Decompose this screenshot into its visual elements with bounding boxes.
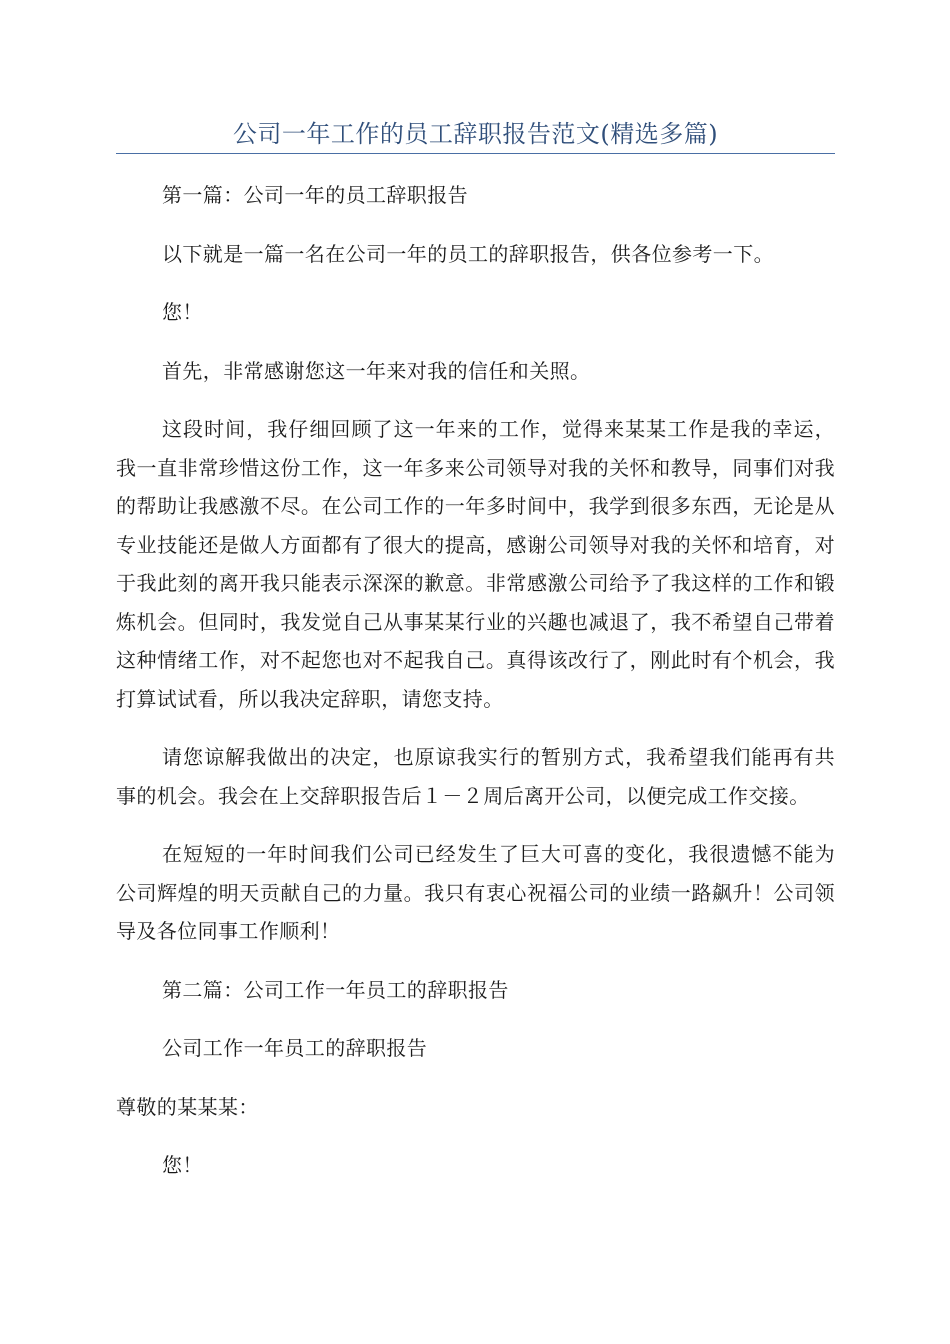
document-title: 公司一年工作的员工辞职报告范文(精选多篇) xyxy=(232,120,719,148)
addressee: 尊敬的某某某： xyxy=(116,1094,259,1119)
thanks-paragraph: 首先，非常感谢您这一年来对我的信任和关照。 xyxy=(162,358,591,383)
section-heading-1: 第一篇：公司一年的员工辞职报告 xyxy=(162,183,468,207)
salutation: 您！ xyxy=(162,300,203,324)
body-paragraph: 这段时间，我仔细回顾了这一年来的工作，觉得来某某工作是我的幸运，我一直非常珍惜这份工作，这一年多来公司领导对我的关怀和教导，同事们对我的帮助让我感激不尽。在公司工作的一年多时间中，我学到很多东西，无论是从专业技能还是做人方面都有了很大的提高，感谢公司领导对我的关怀和培育，对于我此刻的离开我只能表示深深的歉意。非常感激公司给予了我这样的工作和锻炼机会。但同时，我发觉自己从事某某行业的兴趣也减退了，我不希望自己带着这种情绪工作，对不起您也对不起我自己。真得该改行了，刚此时有个机会，我打算试试看，所以我决定辞职，请您支持。 xyxy=(116,417,835,711)
section-heading-2: 第二篇：公司工作一年员工的辞职报告 xyxy=(162,977,509,1002)
title-underline xyxy=(116,153,835,154)
body-paragraph: 请您谅解我做出的决定，也原谅我实行的暂别方式，我希望我们能再有共事的机会。我会在上交辞职报告后１－２周后离开公司，以便完成工作交接。 xyxy=(116,745,835,808)
salutation: 您！ xyxy=(162,1153,203,1177)
intro-paragraph: 以下就是一篇一名在公司一年的员工的辞职报告，供各位参考一下。 xyxy=(162,241,774,266)
body-paragraph: 在短短的一年时间我们公司已经发生了巨大可喜的变化，我很遗憾不能为公司辉煌的明天贡献自己的力量。我只有衷心祝福公司的业绩一路飙升！公司领导及各位同事工作顺利！ xyxy=(116,842,835,943)
letter-subtitle: 公司工作一年员工的辞职报告 xyxy=(162,1036,428,1060)
document-body xyxy=(116,176,835,1205)
